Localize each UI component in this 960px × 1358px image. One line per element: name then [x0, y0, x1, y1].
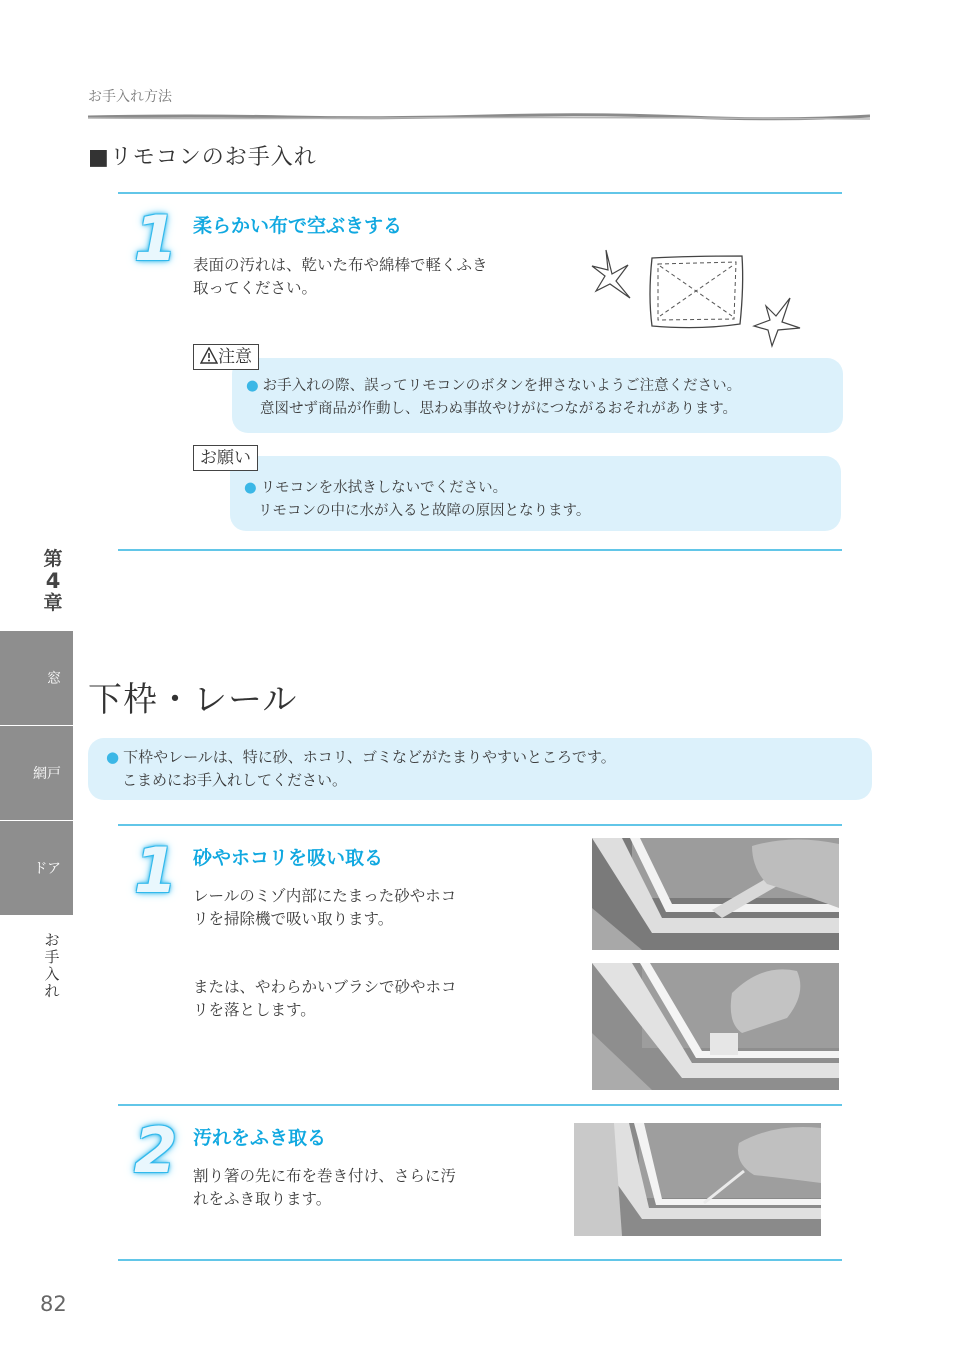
caution-box — [232, 358, 843, 433]
request-line — [244, 477, 841, 500]
chapter-bottom: 章 — [43, 592, 63, 614]
brush-rail-photo — [592, 963, 839, 1090]
step-number: 1 — [134, 202, 178, 275]
step-text-line: または、やわらかいブラシで砂やホコ — [193, 978, 457, 996]
intro-text: こまめにお手入れしてください。 — [122, 771, 348, 789]
caution-text: 意図せず商品が作動し、思わぬ事故やけがにつながるおそれがあります。 — [260, 401, 738, 417]
wipe-rail-photo — [574, 1123, 821, 1236]
step-text — [193, 885, 456, 931]
step-text — [193, 976, 457, 1022]
step-text — [193, 1165, 456, 1211]
request-box — [230, 456, 841, 531]
cloth-illustration — [590, 246, 805, 350]
step-number: 1 — [134, 834, 178, 907]
tab-label: 網戸 — [33, 766, 61, 782]
tab-window[interactable] — [0, 631, 73, 725]
warning-triangle-icon — [200, 347, 218, 364]
tab-char: 手 — [44, 948, 60, 966]
step-text-line: リを落とします。 — [193, 1001, 316, 1019]
caution-text: お手入れの際、誤ってリモコンのボタンを押さないようご注意ください。 — [262, 378, 742, 394]
divider — [118, 192, 842, 194]
section-title-rail: 下枠・レール — [88, 680, 298, 720]
chapter-number: 4 — [45, 569, 61, 593]
request-label: お願い — [193, 445, 258, 471]
divider — [118, 1259, 842, 1261]
tab-char: お — [44, 931, 60, 949]
tab-screen[interactable] — [0, 726, 73, 820]
divider — [118, 1104, 842, 1106]
step-title: 柔らかい布で空ぶきする — [193, 215, 403, 237]
page-number: 82 — [40, 1292, 67, 1316]
breadcrumb: お手入れ方法 — [88, 89, 172, 105]
vacuum-rail-photo — [592, 838, 839, 950]
header-divider — [88, 113, 870, 121]
step-text-line: 表面の汚れは、乾いた布や綿棒で軽くふき — [193, 256, 488, 274]
step-text-line: レールのミゾ内部にたまった砂やホコ — [193, 887, 457, 905]
tab-label: 窓 — [47, 671, 61, 687]
step-text-line: リを掃除機で吸い取ります。 — [193, 910, 394, 928]
tab-door[interactable] — [0, 821, 73, 915]
step-text-line: 割り箸の先に布を巻き付け、さらに汚 — [193, 1167, 456, 1185]
caution-line — [246, 375, 843, 398]
divider — [118, 549, 842, 551]
step-number: 2 — [134, 1114, 178, 1187]
step-text — [193, 254, 488, 300]
request-text: リモコンの中に水が入ると故障の原因となります。 — [258, 503, 591, 519]
step-text-line: 取ってください。 — [193, 279, 318, 297]
request-text: リモコンを水拭きしないでください。 — [260, 480, 508, 496]
bullet-icon: ● — [246, 378, 259, 394]
tab-char: れ — [44, 982, 60, 1000]
intro-box — [88, 738, 872, 800]
tab-label: ドア — [33, 861, 61, 877]
chapter-top: 第 — [43, 548, 63, 570]
caution-label-text: 注意 — [218, 347, 252, 367]
intro-text: 下枠やレールは、特に砂、ホコリ、ゴミなどがたまりやすいところです。 — [123, 748, 616, 766]
intro-line — [106, 746, 872, 769]
step-title: 砂やホコリを吸い取る — [193, 847, 384, 869]
step-text-line: れをふき取ります。 — [193, 1190, 332, 1208]
tab-care-active[interactable] — [42, 932, 62, 1000]
bullet-icon: ● — [244, 480, 257, 496]
bullet-icon: ● — [106, 748, 120, 766]
chapter-indicator — [40, 548, 66, 614]
divider — [118, 824, 842, 826]
section-title-remote: ■リモコンのお手入れ — [88, 145, 317, 170]
tab-char: 入 — [44, 965, 60, 983]
caution-label — [193, 344, 259, 370]
step-title: 汚れをふき取る — [193, 1127, 327, 1149]
